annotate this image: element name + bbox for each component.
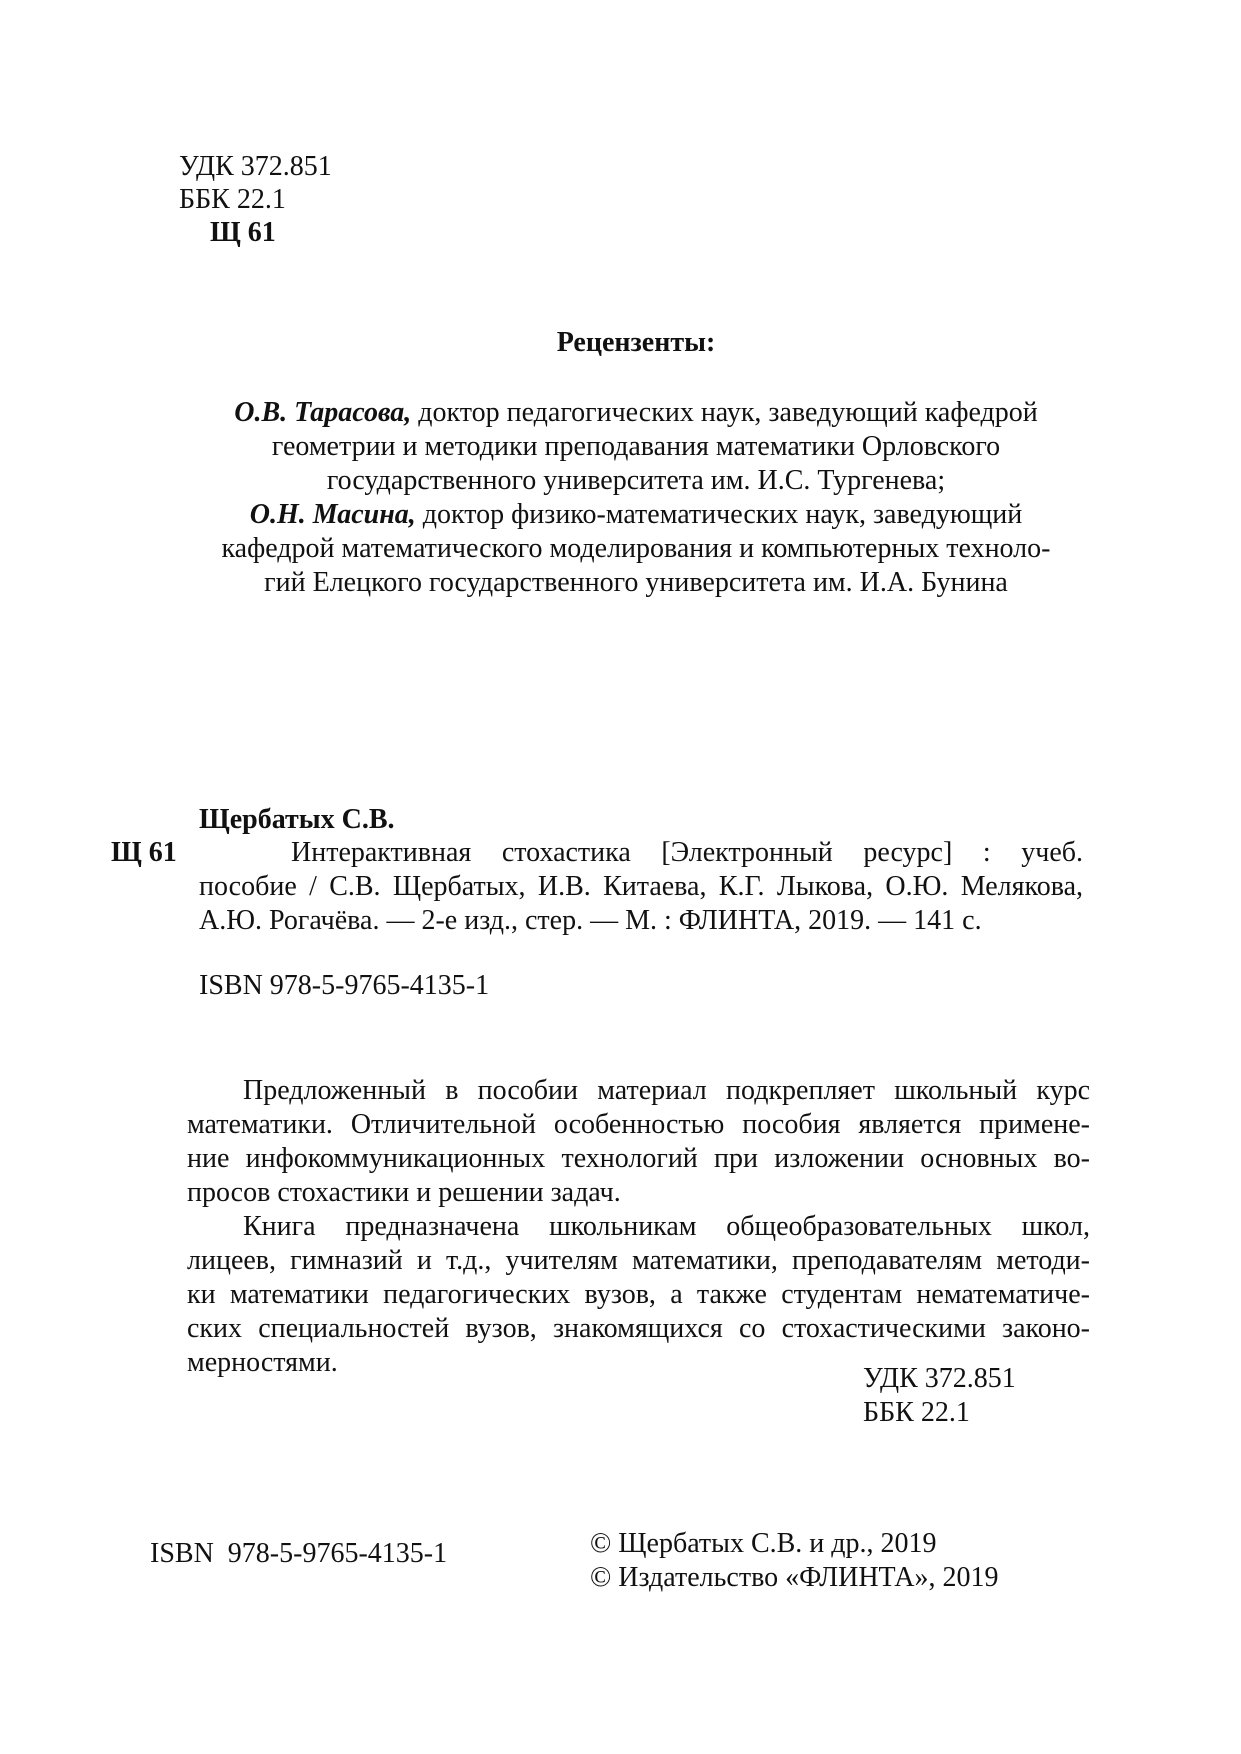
annotation	[187, 1074, 1090, 1380]
annotation-line: Книга предназначена школьникам общеобразовательных школ,	[243, 1211, 1090, 1242]
annotation-line: лицеев, гимназий и т.д., учителям математики, преподавателям методи-	[187, 1245, 1090, 1276]
bib-line: А.Ю. Рогачёва. — 2-е изд., стер. — М. : ФЛИНТА, 2019. — 141 с.	[199, 905, 982, 936]
annotation-line: математики. Отличительной особенностью пособия является примене-	[187, 1109, 1090, 1140]
bib-mark: Щ 61	[111, 837, 177, 868]
annotation-line: ки математики педагогических вузов, а также студентам нематематиче-	[187, 1279, 1090, 1310]
annotation-line: мерностями.	[187, 1347, 338, 1378]
reviewer-1-text: доктор педагогических наук, заведующий кафедрой	[418, 397, 1038, 428]
reviewer-1-name: О.В. Тарасова,	[234, 397, 412, 428]
udk-code: УДК 372.851	[179, 151, 332, 182]
author-mark: Щ 61	[210, 217, 276, 248]
reviewer-2-text: доктор физико-математических наук, заведующий	[422, 499, 1023, 530]
bib-line: Интерактивная стохастика [Электронный ресурс] : учеб.	[291, 837, 1083, 868]
reviewer-2-text: кафедрой математического моделирования и компьютерных техноло-	[221, 533, 1051, 564]
reviewer-2-name: О.Н. Масина,	[249, 499, 416, 530]
footer-isbn: ISBN 978-5-9765-4135-1	[150, 1538, 448, 1569]
annotation-bbk: ББК 22.1	[863, 1397, 970, 1428]
annotation-line: Предложенный в пособии материал подкрепляет школьный курс	[243, 1075, 1090, 1106]
bbk-code: ББК 22.1	[179, 184, 286, 215]
annotation-udk: УДК 372.851	[863, 1363, 1016, 1394]
copyright-publisher: © Издательство «ФЛИНТА», 2019	[590, 1562, 999, 1593]
bib-line: пособие / С.В. Щербатых, И.В. Китаева, К.Г. Лыкова, О.Ю. Мелякова,	[199, 871, 1083, 902]
reviewer-1-text: государственного университета им. И.С. Тургенева;	[326, 465, 946, 496]
reviewers-block	[180, 396, 1092, 600]
reviewer-2-text: гий Елецкого государственного университета им. И.А. Бунина	[264, 567, 1008, 598]
annotation-line: ние инфокоммуникационных технологий при изложении основных во-	[187, 1143, 1090, 1174]
bib-author: Щербатых С.В.	[199, 804, 395, 835]
reviewer-1-text: геометрии и методики преподавания математики Орловского	[271, 431, 1001, 462]
bib-description	[199, 836, 1083, 938]
bib-isbn: ISBN 978-5-9765-4135-1	[199, 970, 490, 1001]
reviewers-title: Рецензенты:	[556, 327, 716, 358]
copyright-authors: © Щербатых С.В. и др., 2019	[590, 1528, 937, 1559]
annotation-line: ских специальностей вузов, знакомящихся со стохастическими законо-	[187, 1313, 1090, 1344]
annotation-line: просов стохастики и решении задач.	[187, 1177, 621, 1208]
